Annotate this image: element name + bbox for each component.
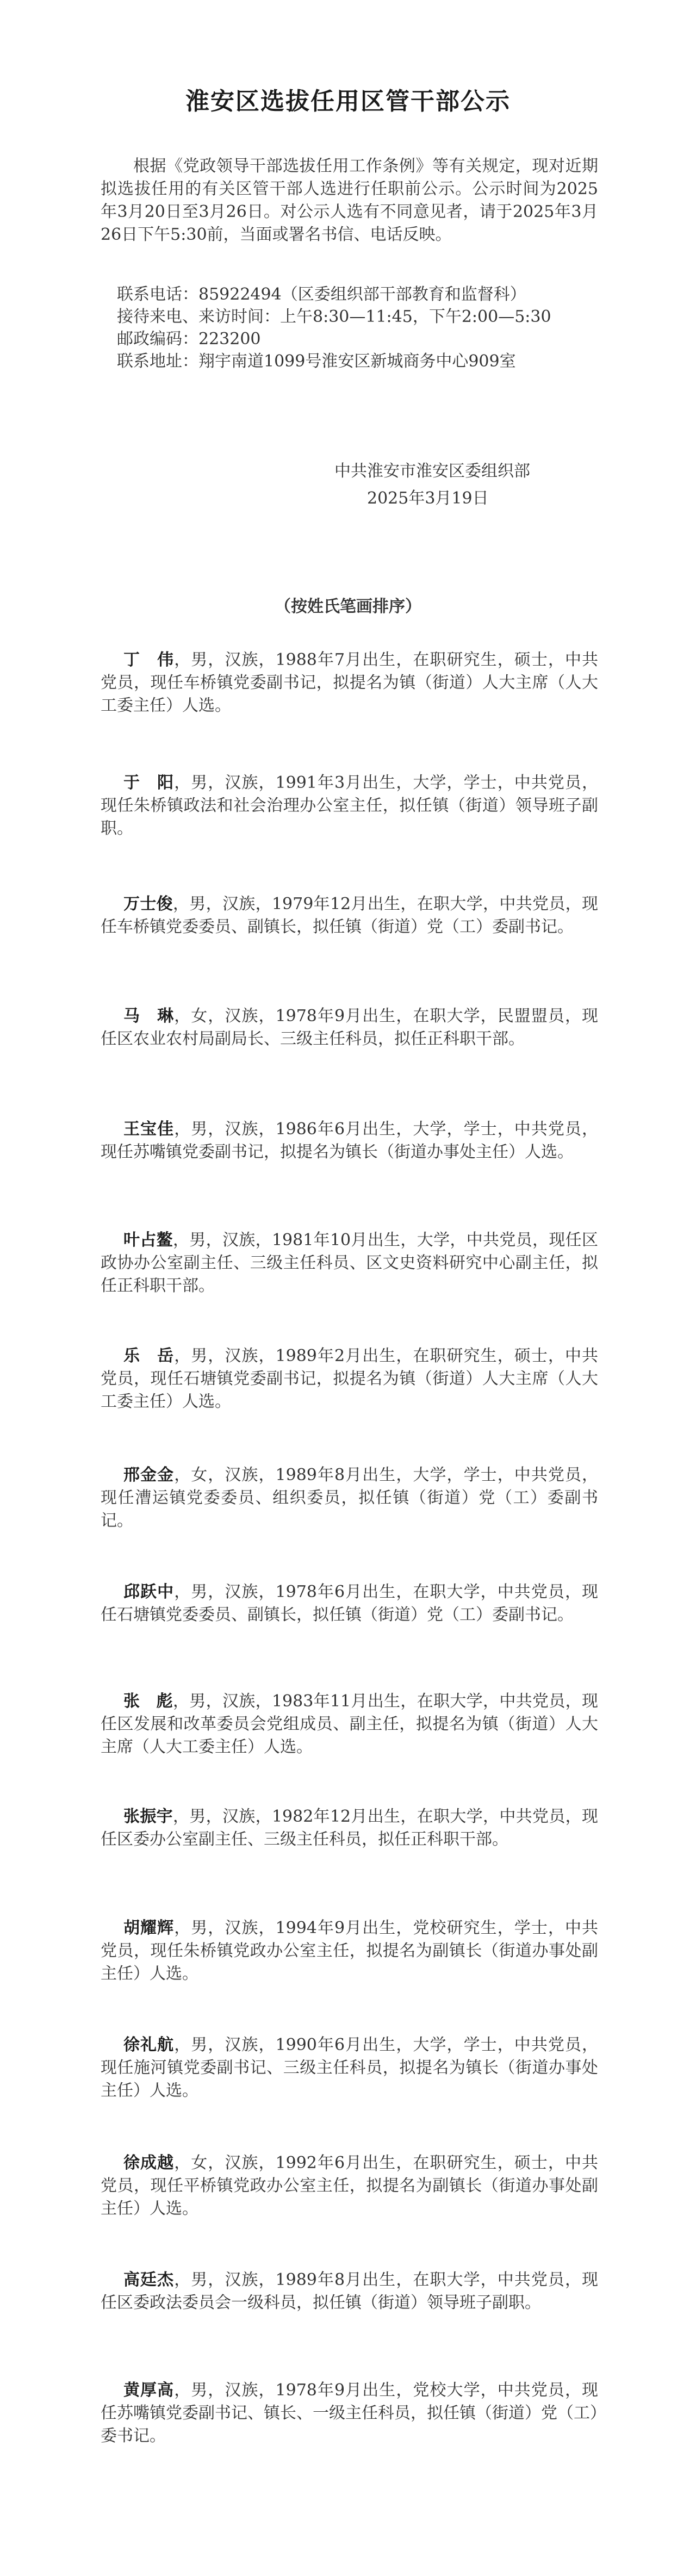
candidate-name: 邱跃中 xyxy=(123,1582,175,1602)
candidate-entry xyxy=(101,2379,598,2448)
candidate-entry xyxy=(101,1229,598,1298)
candidate-entry xyxy=(101,1690,598,1759)
candidate-entry xyxy=(101,2152,598,2220)
candidate-name: 于 阳 xyxy=(123,773,175,792)
contact-address: 联系地址：翔宇南道1099号淮安区新城商务中心909室 xyxy=(117,352,516,371)
candidate-name: 徐成越 xyxy=(123,2153,175,2172)
candidate-name: 万士俊 xyxy=(123,895,173,914)
candidate-description: ，女，汉族，1989年8月出生，大学，学士，中共党员，现任漕运镇党委委员、组织委员，拟任镇（街道）党（工）委副书记。 xyxy=(101,1466,599,1530)
candidate-description: ，男，汉族，1982年12月出生，在职大学，中共党员，现任区委办公室副主任、三级主任科员，拟任正科职干部。 xyxy=(101,1807,598,1849)
candidate-description: ，男，汉族，1978年9月出生，党校大学，中共党员，现任苏嘴镇党委副书记、镇长、一级主任科员，拟任镇（街道）党（工）委书记。 xyxy=(101,2381,599,2445)
contact-hours: 接待来电、来访时间：上午8:30—11:45，下午2:00—5:30 xyxy=(117,307,551,326)
candidate-description: ，男，汉族，1979年12月出生，在职大学，中共党员，现任车桥镇党委委员、副镇长，拟任镇（街道）党（工）委副书记。 xyxy=(101,895,598,936)
candidate-entry xyxy=(101,2269,598,2314)
candidate-name: 高廷杰 xyxy=(123,2270,175,2289)
candidate-description: ，男，汉族，1986年6月出生，大学，学士，中共党员，现任苏嘴镇党委副书记，拟提名为镇长（街道办事处主任）人选。 xyxy=(101,1120,599,1162)
candidate-description: ，男，汉族，1989年8月出生，在职大学，中共党员，现任区委政法委员会一级科员，拟任镇（街道）领导班子副职。 xyxy=(101,2270,599,2312)
candidate-entry xyxy=(101,772,598,840)
signature-date: 2025年3月19日 xyxy=(367,489,489,508)
candidate-name: 胡耀辉 xyxy=(123,1919,175,1938)
signature-block xyxy=(326,458,631,512)
candidate-name: 张振宇 xyxy=(123,1807,173,1826)
candidate-description: ，男，汉族，1981年10月出生，大学，中共党员，现任区政协办公室副主任、三级主任科员、区文史资料研究中心副主任，拟任正科职干部。 xyxy=(101,1231,598,1295)
candidate-description: ，男，汉族，1989年2月出生，在职研究生，硕士，中共党员，现任石塘镇党委副书记，拟提名为镇（街道）人大主席（人大工委主任）人选。 xyxy=(101,1346,599,1411)
candidate-description: ，男，汉族，1988年7月出生，在职研究生，硕士，中共党员，现任车桥镇党委副书记，拟提名为镇（街道）人大主席（人大工委主任）人选。 xyxy=(101,650,599,715)
signature-org: 中共淮安市淮安区委组织部 xyxy=(334,462,530,481)
candidate-name: 徐礼航 xyxy=(123,2035,175,2054)
candidate-description: ，男，汉族，1990年6月出生，大学，学士，中共党员，现任施河镇党委副书记、三级主任科员，拟提名为镇长（街道办事处主任）人选。 xyxy=(101,2035,599,2100)
candidate-description: ，男，汉族，1978年6月出生，在职大学，中共党员，现任石塘镇党委委员、副镇长，拟任镇（街道）党（工）委副书记。 xyxy=(101,1582,599,1624)
candidate-entry xyxy=(101,1005,598,1051)
intro-paragraph xyxy=(101,155,598,246)
candidate-name: 丁 伟 xyxy=(123,650,175,669)
intro-text: 根据《党政领导干部选拔任用工作条例》等有关规定，现对近期拟选拔任用的有关区管干部人选进行任职前公示。公示时间为2025年3月20日至3月26日。对公示人选有不同意见者，请于2025年3月26日下午5:30前，当面或署名书信、电话反映。 xyxy=(101,157,598,244)
contact-phone: 联系电话：85922494（区委组织部干部教育和监督科） xyxy=(117,285,526,304)
candidate-entry xyxy=(101,1581,598,1627)
candidate-description: ，男，汉族，1991年3月出生，大学，学士，中共党员，现任朱桥镇政法和社会治理办公室主任，拟任镇（街道）领导班子副职。 xyxy=(101,773,599,838)
candidate-description: ，女，汉族，1992年6月出生，在职研究生，硕士，中共党员，现任平桥镇党政办公室主任，拟提名为副镇长（街道办事处副主任）人选。 xyxy=(101,2153,599,2218)
candidate-entry xyxy=(101,1464,598,1532)
candidate-description: ，男，汉族，1994年9月出生，党校研究生，学士，中共党员，现任朱桥镇党政办公室主任，拟提名为副镇长（街道办事处副主任）人选。 xyxy=(101,1919,599,1983)
candidate-entry xyxy=(101,1805,598,1851)
candidate-entry xyxy=(101,2034,598,2102)
candidate-name: 张 彪 xyxy=(123,1692,173,1711)
contact-info xyxy=(101,283,598,373)
sort-note: （按姓氏笔画排序） xyxy=(275,597,421,616)
candidate-name: 黄厚高 xyxy=(123,2381,175,2400)
candidate-entry xyxy=(101,893,598,939)
candidate-name: 邢金金 xyxy=(123,1466,175,1485)
candidate-description: ，男，汉族，1983年11月出生，在职大学，中共党员，现任区发展和改革委员会党组成员、副主任，拟提名为镇（街道）人大主席（人大工委主任）人选。 xyxy=(101,1692,598,1756)
candidate-entry xyxy=(101,649,598,717)
candidate-name: 叶占鳌 xyxy=(123,1231,173,1250)
contact-postcode: 邮政编码：223200 xyxy=(117,330,261,349)
candidate-entry xyxy=(101,1917,598,1985)
candidate-entry xyxy=(101,1118,598,1164)
candidate-description: ，女，汉族，1978年9月出生，在职大学，民盟盟员，现任区农业农村局副局长、三级主任科员，拟任正科职干部。 xyxy=(101,1007,599,1048)
candidate-entry xyxy=(101,1345,598,1413)
page-title: 淮安区选拔任用区管干部公示 xyxy=(185,88,511,115)
candidate-name: 乐 岳 xyxy=(123,1346,175,1365)
candidate-name: 马 琳 xyxy=(123,1007,175,1026)
candidate-name: 王宝佳 xyxy=(123,1120,175,1139)
